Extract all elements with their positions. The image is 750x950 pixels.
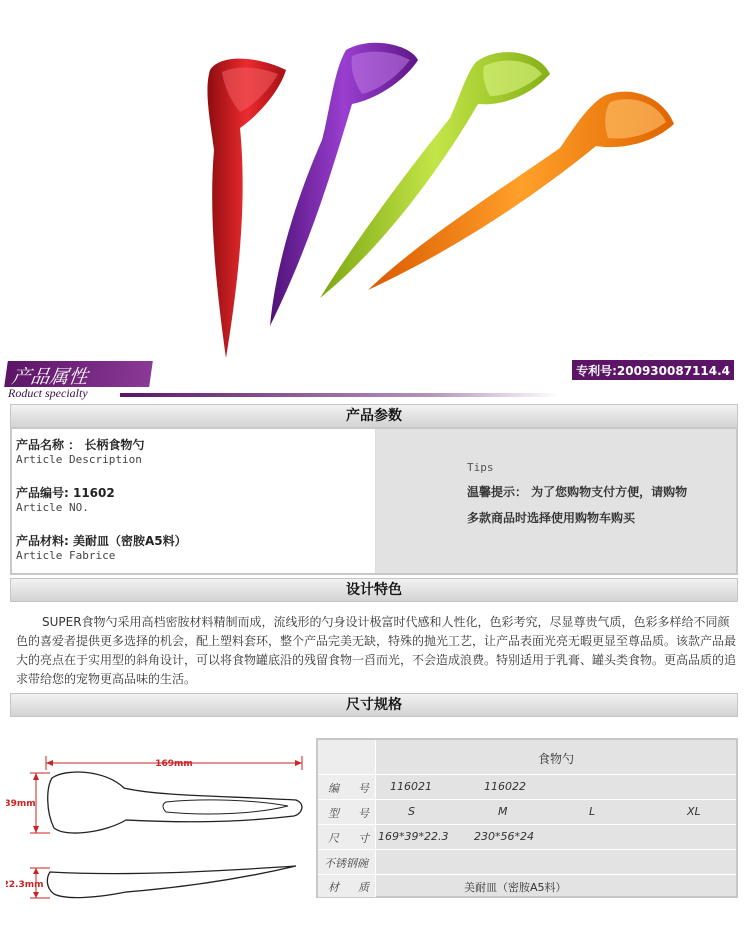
attributes-divider xyxy=(120,393,560,397)
design-heading: 设计特色 xyxy=(10,578,738,602)
attributes-title: 产品属性 xyxy=(10,366,90,388)
tips-text: 温馨提示： 为了您购物支付方便，请购物多款商品时选择使用购物车购买 xyxy=(467,485,688,525)
table-row: 型 号 S M L XL xyxy=(318,800,736,824)
params-panel xyxy=(10,427,738,575)
height-label: 22.3mm xyxy=(6,880,44,890)
param-material-cn: 产品材料: 美耐皿（密胺A5料） xyxy=(16,534,187,548)
param-number-en: Article NO. xyxy=(16,501,89,514)
table-row: 尺 寸 169*39*22.3 230*56*24 xyxy=(318,825,736,849)
params-list xyxy=(12,429,376,573)
params-heading: 产品参数 xyxy=(10,404,738,428)
width-label: 39mm xyxy=(6,799,36,809)
attributes-subtitle: Roduct specialty xyxy=(8,386,88,400)
spoon-dimension-drawing xyxy=(6,748,308,918)
table-row: 编 号 116021 116022 xyxy=(318,775,736,799)
code-value: 116022 xyxy=(484,780,526,793)
tips-panel xyxy=(376,429,736,573)
table-title: 食物勺 xyxy=(537,752,574,766)
code-value: 116021 xyxy=(390,780,432,793)
table-row: 不锈钢碗 xyxy=(318,850,736,874)
length-label: 169mm xyxy=(155,759,193,769)
param-number-cn: 产品编号: 11602 xyxy=(16,486,115,500)
product-hero-image xyxy=(0,0,750,360)
spoons-illustration xyxy=(0,0,750,360)
size-value: 169*39*22.3 xyxy=(378,830,449,843)
patent-number-badge: 专利号:200930087114.4 xyxy=(572,360,734,380)
param-name-en: Article Description xyxy=(16,453,142,466)
product-attributes-banner xyxy=(4,361,153,387)
model-value: XL xyxy=(687,805,701,818)
model-value: L xyxy=(589,805,596,818)
tips-label: Tips xyxy=(467,461,494,474)
param-material-en: Article Fabrice xyxy=(16,549,116,562)
table-header-row xyxy=(318,740,736,774)
purple-spoon xyxy=(270,43,418,326)
size-heading: 尺寸规格 xyxy=(10,693,738,717)
size-value: 230*56*24 xyxy=(474,830,534,843)
table-row: 材 质 美耐皿（密胺A5料） xyxy=(318,875,736,897)
material-value: 美耐皿（密胺A5料） xyxy=(464,881,567,894)
model-value: S xyxy=(408,805,415,818)
size-spec-table xyxy=(316,738,738,898)
model-value: M xyxy=(498,805,508,818)
param-item xyxy=(16,436,144,466)
param-name-cn: 产品名称 ： 长柄食物勺 xyxy=(16,438,145,452)
design-description: SUPER食物勺采用高档密胺材料精制而成，流线形的勺身设计极富时代感和人性化，色彩考究，尽显尊贵气质，色彩多样给不同颜色的喜爱者提供更多选择的机会，配上塑料套环，整个产品完美无缺，特殊的抛光工艺，让产品表面光亮无暇更显至尊品质。该款产品最大的亮点在于实用型的斜角设计，可以将食物罐底沿的残留食物一舀而光，不会造成浪费。特别适用于乳膏、罐头类食物。更高品质的追求带给您的宠物更高品味的生活。 xyxy=(16,615,737,686)
param-item xyxy=(16,484,115,514)
param-item xyxy=(16,532,187,562)
